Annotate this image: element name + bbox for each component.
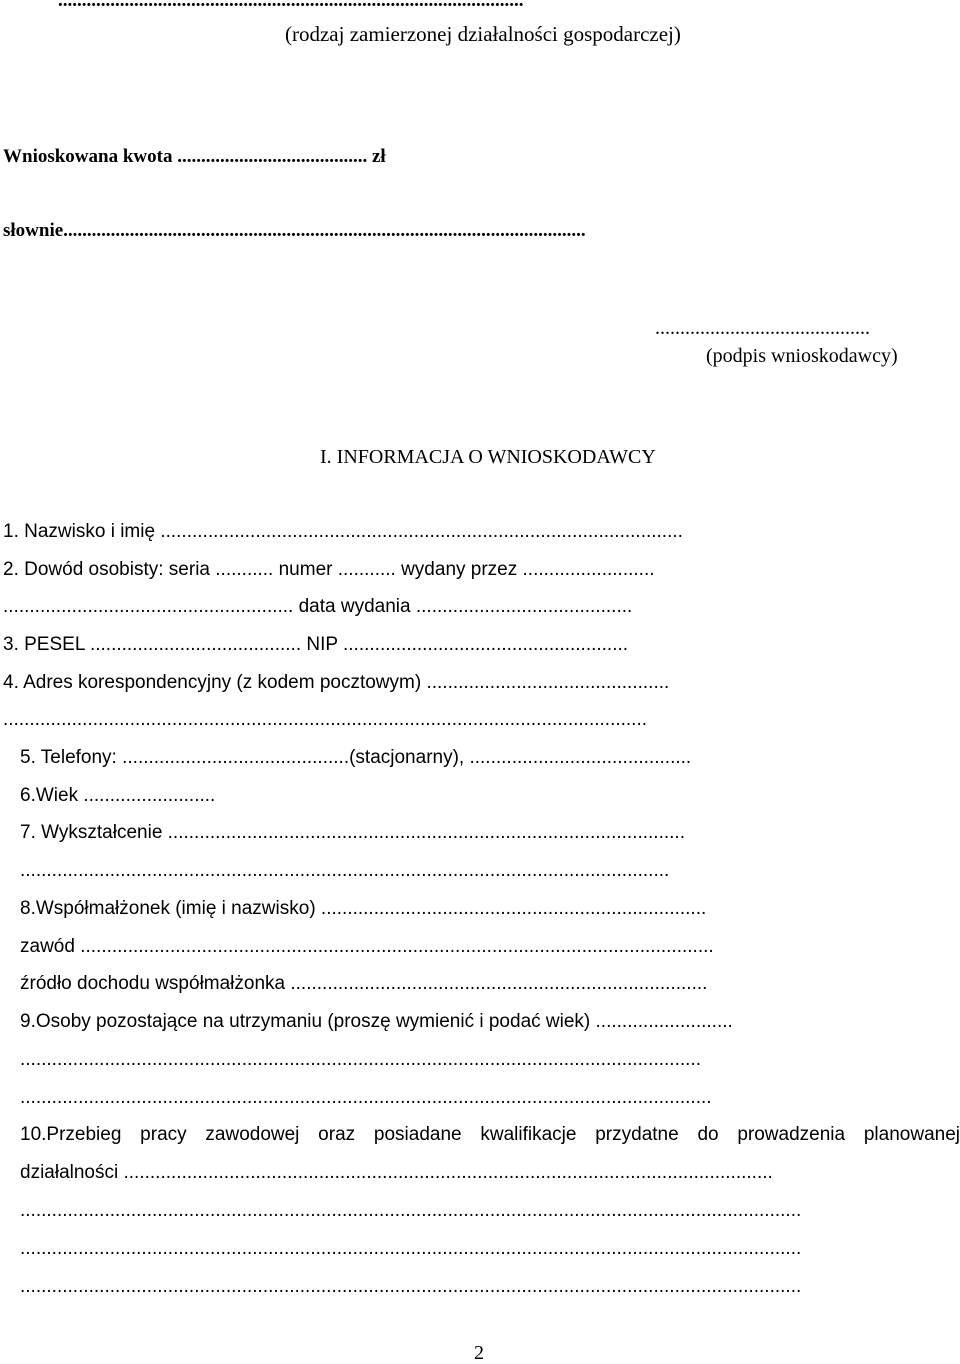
field-full-name[interactable]: 1. Nazwisko i imię ................................................................................................... [3,522,683,541]
field-address[interactable]: 4. Adres korespondencyjny (z kodem pocztowym) .............................................. [3,673,670,692]
signature-line[interactable]: ........................................... [655,318,870,338]
top-dotted-line: .................................................................................................. [58,0,524,11]
field-id-issue-date[interactable]: ....................................................... data wydania ......................................... [3,597,633,616]
field-dependents-continued-1[interactable]: ................................................................................................................................. [20,1050,701,1069]
signature-caption: (podpis wnioskodawcy) [706,345,898,367]
field-work-history[interactable]: 10.Przebieg pracy zawodowej oraz posiadane kwalifikacje przydatne do prowadzenia planowanej [20,1124,960,1145]
field-work-history-continued[interactable]: działalności ........................................................................................................................... [20,1163,773,1182]
page-number: 2 [474,1342,484,1364]
section-title: I. INFORMACJA O WNIOSKODAWCY [320,446,656,468]
field-id-card[interactable]: 2. Dowód osobisty: seria ........... numer ........... wydany przez ......................... [3,560,655,579]
field-age[interactable]: 6.Wiek ......................... [20,786,216,805]
field-phones[interactable]: 5. Telefony: ...........................................(stacjonarny), .......................................... [20,748,692,767]
field-dependents-continued-2[interactable]: ................................................................................................................................... [20,1088,712,1107]
field-address-continued[interactable]: .......................................................................................................................... [3,710,648,729]
field-pesel-nip[interactable]: 3. PESEL ........................................ NIP ...................................................... [3,635,629,654]
field-spouse-occupation[interactable]: zawód ........................................................................................................................ [20,937,714,956]
field-work-history-line-3[interactable]: .................................................................................................................................................... [20,1239,802,1258]
activity-type-caption: (rodzaj zamierzonej działalności gospodarczej) [285,22,681,46]
amount-in-words-field[interactable]: słownie.............................................................................................................. [3,221,586,240]
field-spouse-income-source[interactable]: źródło dochodu współmałżonka ............................................................................... [20,974,708,993]
field-education[interactable]: 7. Wykształcenie .................................................................................................. [20,823,685,842]
field-spouse-name[interactable]: 8.Współmałżonek (imię i nazwisko) ......................................................................... [20,899,707,918]
field-work-history-line-4[interactable]: .................................................................................................................................................... [20,1277,802,1296]
field-dependents[interactable]: 9.Osoby pozostające na utrzymaniu (proszę wymienić i podać wiek) .......................... [20,1012,733,1031]
field-work-history-line-2[interactable]: .................................................................................................................................................... [20,1201,802,1220]
requested-amount-field[interactable]: Wnioskowana kwota ........................................ zł [3,146,386,167]
field-education-continued[interactable]: ........................................................................................................................... [20,861,670,880]
